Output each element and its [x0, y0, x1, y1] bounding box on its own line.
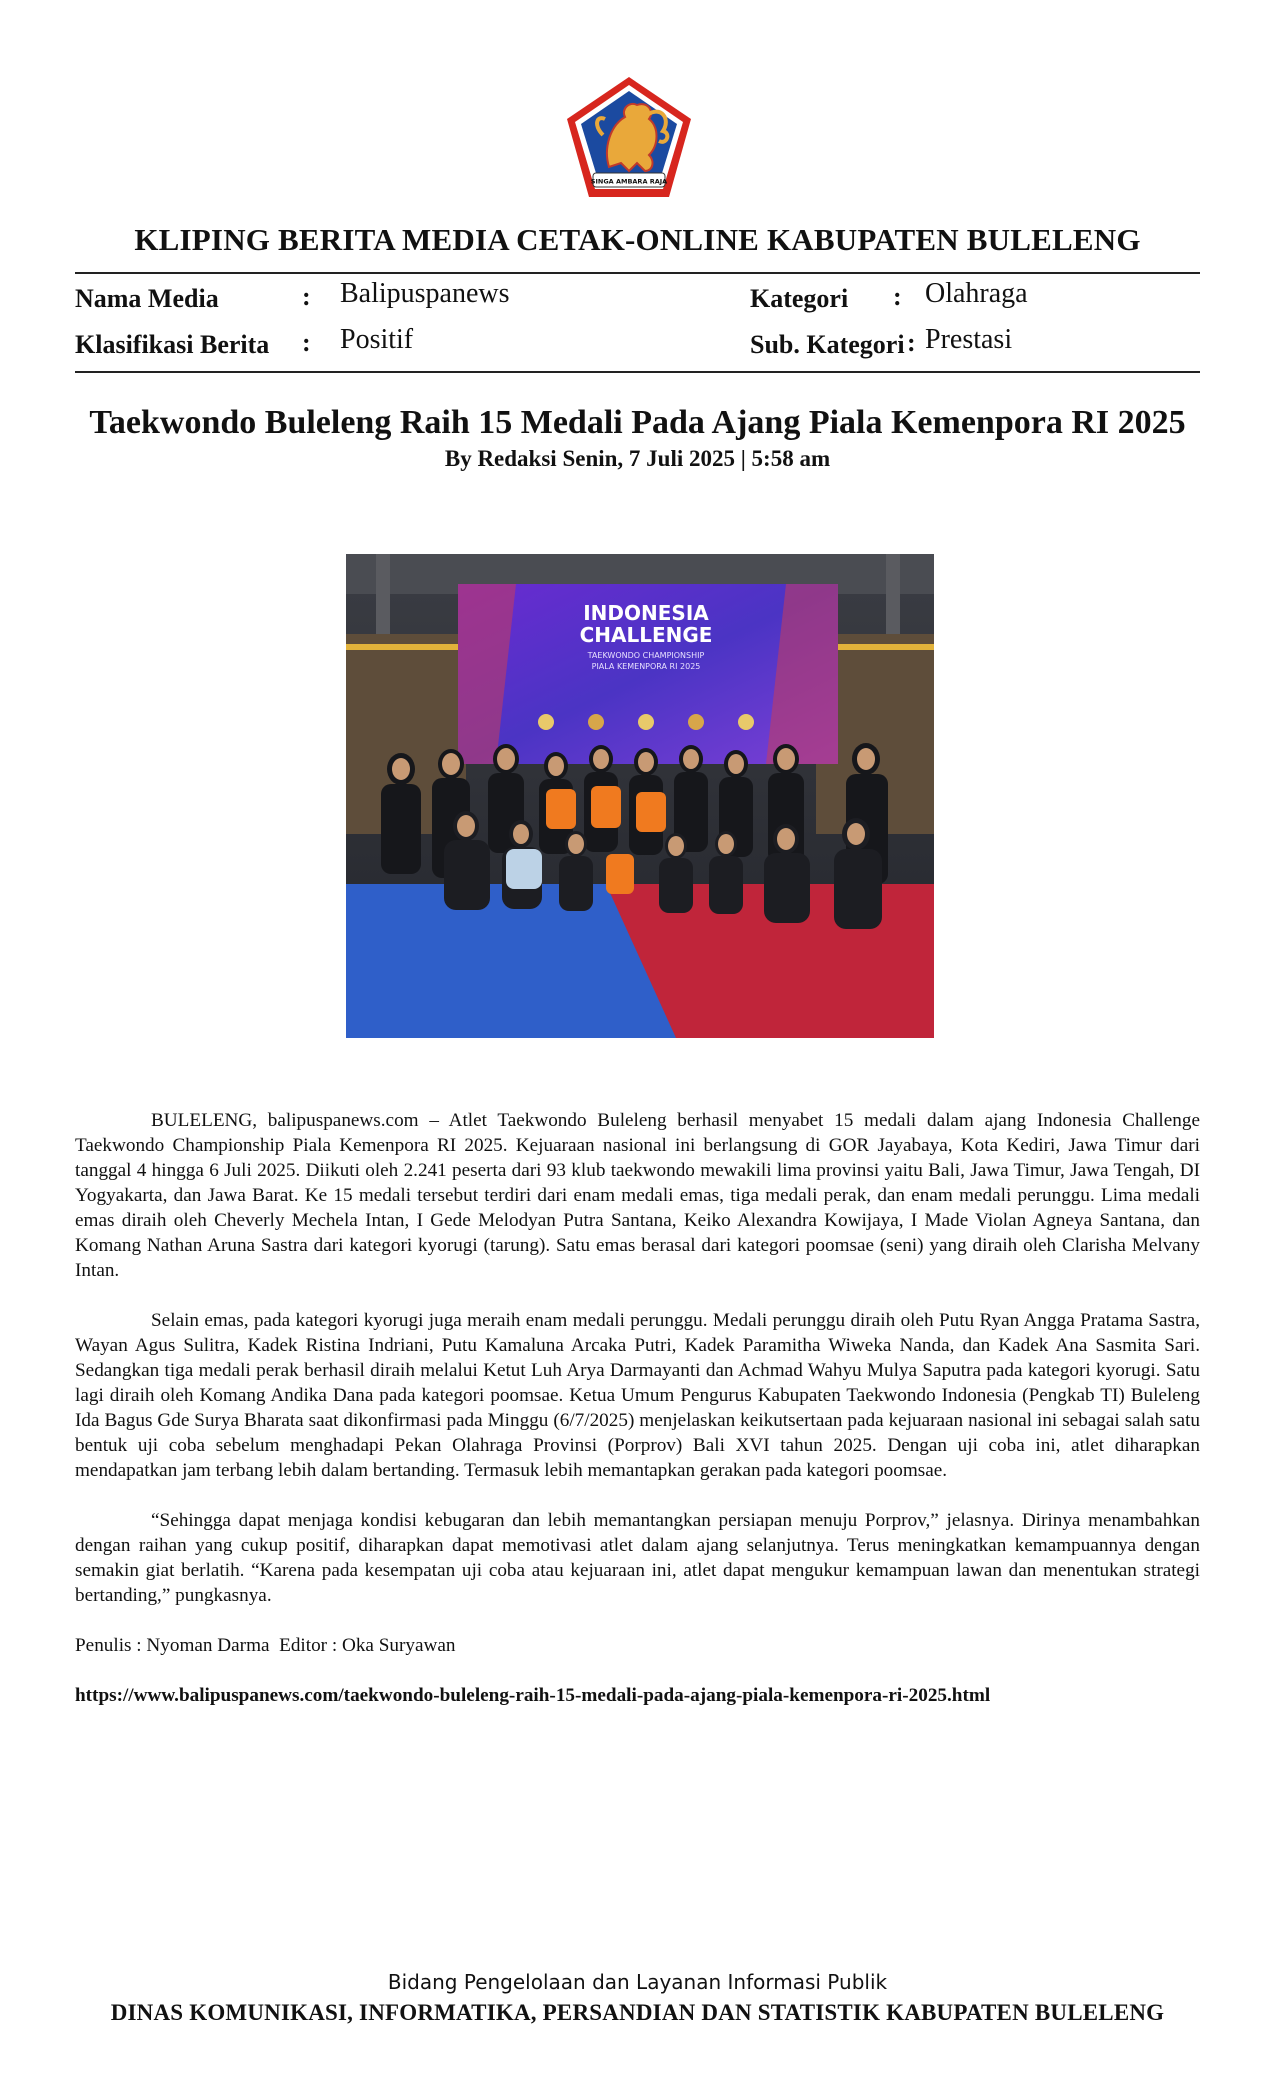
kategori-value: Olahraga — [925, 278, 1028, 309]
klasifikasi-colon: : — [302, 328, 311, 357]
lion-emblem-icon — [563, 75, 695, 199]
footer-agency: DINAS KOMUNIKASI, INFORMATIKA, PERSANDIAN DAN STATISTIK KABUPATEN BULELENG — [110, 2000, 1165, 2025]
meta-row-media — [75, 278, 1200, 318]
banner-line-2: CHALLENGE — [579, 623, 713, 647]
sub-kategori-label: Sub. Kategori — [750, 330, 905, 359]
header-divider-top — [75, 272, 1200, 274]
banner-line-3: TAEKWONDO CHAMPIONSHIP — [587, 651, 705, 660]
article-source-url: https://www.balipuspanews.com/taekwondo-buleleng-raih-15-medali-pada-ajang-piala-kemenpora-ri-2025.html — [75, 1685, 991, 1706]
article-paragraph-1: BULELENG, balipuspanews.com – Atlet Taekwondo Buleleng berhasil menyabet 15 medali dalam ajang Indonesia Challenge Taekwondo Championship Piala Kemenpora RI 2025. Kejuaraan nasional ini berlangsung di GOR Jayabaya, Kota Kediri, Jawa Timur dari tanggal 4 hingga 6 Juli 2025. Diikuti oleh 2.241 peserta dari 93 klub taekwondo mewakili lima provinsi yaitu Bali, Jawa Timur, Jawa Tengah, DI Yogyakarta, dan Jawa Barat. Ke 15 medali tersebut terdiri dari enam medali emas, tiga medali perak, dan enam medali perunggu. Lima medali emas diraih oleh Cheverly Mechela Intan, I Gede Melodyan Putra Santana, Keiko Alexandra Kowijaya, I Made Violan Agneya Santana, dan Komang Nathan Aruna Sastra dari kategori kyorugi (tarung). Satu emas berasal dari kategori poomsae (seni) yang diraih oleh Clarisha Melvany Intan. — [75, 1110, 1200, 1281]
article-photo — [346, 554, 934, 1038]
klasifikasi-value: Positif — [340, 324, 414, 355]
banner-line-1: INDONESIA — [583, 601, 709, 625]
article-credits: Penulis : Nyoman Darma Editor : Oka Suryawan — [75, 1635, 456, 1656]
article-byline: By Redaksi Senin, 7 Juli 2025 | 5:58 am — [444, 446, 831, 471]
kategori-colon: : — [893, 282, 902, 311]
media-colon: : — [302, 282, 311, 311]
article-headline: Taekwondo Buleleng Raih 15 Medali Pada Ajang Piala Kemenpora RI 2025 — [89, 404, 1186, 441]
team-photo-illustration — [346, 554, 934, 1038]
meta-row-klasifikasi — [75, 324, 1200, 364]
article-paragraph-3: “Sehingga dapat menjaga kondisi kebugaran dan lebih memantangkan persiapan menuju Porprov,” jelasnya. Dirinya menambahkan dengan raihan yang cukup positif, diharapkan dapat memotivasi atlet dalam ajang selanjutnya. Terus meningkatkan kemampuannya dengan semakin giat berlatih. “Karena pada kesempatan uji coba atau kejuaraan ini, atlet dapat mengukur kemampuan lawan dan menentukan strategi bertanding,” pungkasnya. — [75, 1510, 1200, 1606]
kategori-label: Kategori — [750, 284, 849, 313]
article-body — [75, 1108, 1200, 1733]
header-divider-bottom — [75, 371, 1200, 373]
logo-caption: SINGA AMBARA RAJA — [590, 177, 668, 186]
article-paragraph-2: Selain emas, pada kategori kyorugi juga meraih enam medali perunggu. Medali perunggu diraih oleh Putu Ryan Angga Pratama Sastra, Wayan Agus Sulitra, Kadek Ristina Indriani, Putu Kamaluna Arcaka Putri, Kadek Paramitha Wiweka Nanda, dan Kadek Ana Sasmita Sari. Sedangkan tiga medali perak berhasil diraih melalui Ketut Luh Arya Darmayanti dan Achmad Wahyu Mulya Saputra pada kategori kyorugi. Satu lagi diraih oleh Komang Andika Dana pada kategori poomsae. Ketua Umum Pengurus Kabupaten Taekwondo Indonesia (Pengkab TI) Buleleng Ida Bagus Gde Surya Bharata saat dikonfirmasi pada Minggu (6/7/2025) menjelaskan keikutsertaan pada kejuaraan nasional ini sebagai salah satu bentuk uji coba sebelum menghadapi Pekan Olahraga Provinsi (Porprov) Bali XVI tahun 2025. Dengan uji coba ini, atlet diharapkan mendapatkan jam terbang lebih dalam bertanding. Termasuk lebih memantapkan gerakan pada kategori poomsae. — [75, 1310, 1200, 1481]
footer-department: Bidang Pengelolaan dan Layanan Informasi Publik — [387, 1970, 888, 1994]
sub-kategori-colon: : — [907, 328, 916, 357]
sub-kategori-value: Prestasi — [925, 324, 1013, 355]
regency-logo — [563, 75, 695, 199]
media-label: Nama Media — [75, 284, 219, 313]
banner-line-4: PIALA KEMENPORA RI 2025 — [591, 662, 701, 671]
media-value: Balipuspanews — [340, 278, 510, 309]
page-title: KLIPING BERITA MEDIA CETAK-ONLINE KABUPATEN BULELENG — [134, 222, 1141, 257]
klasifikasi-label: Klasifikasi Berita — [75, 330, 270, 359]
